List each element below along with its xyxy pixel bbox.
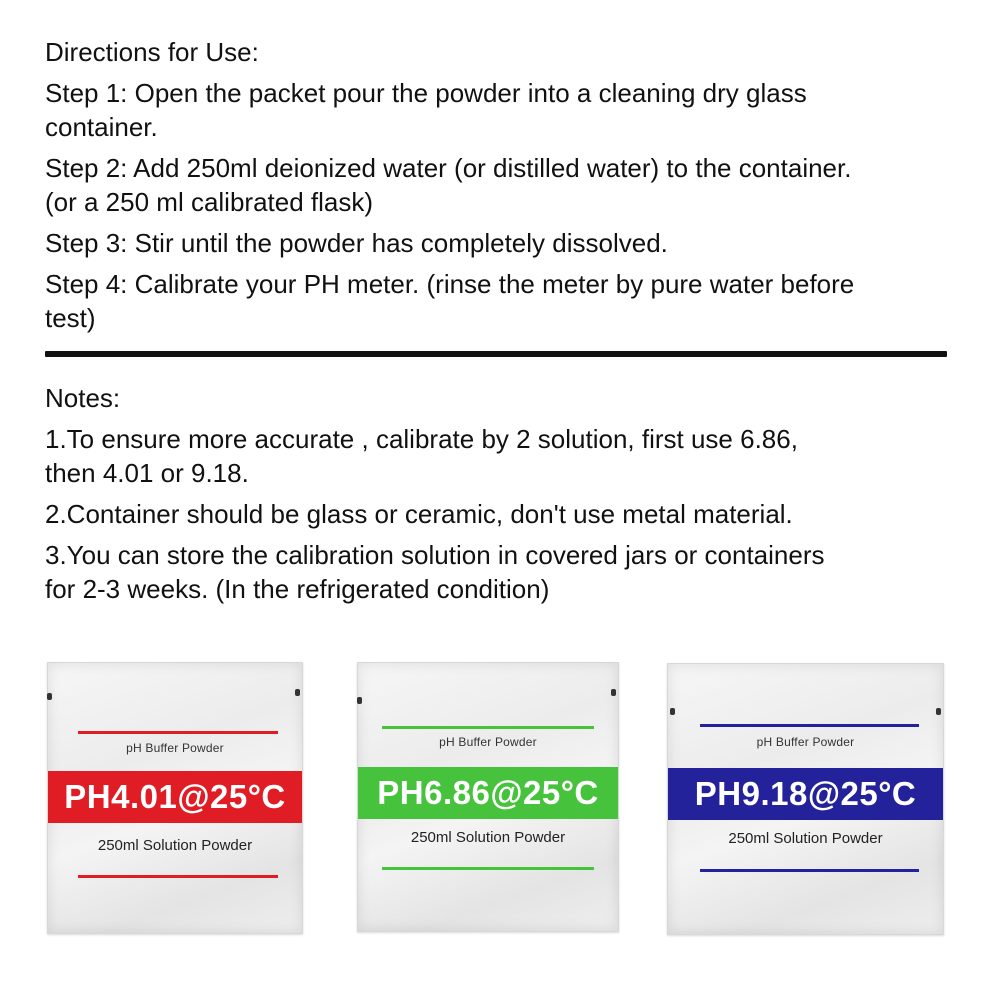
packet-top-stripe bbox=[382, 726, 594, 729]
packet-ph-band: PH6.86@25°C bbox=[358, 767, 618, 819]
packet-small-label: pH Buffer Powder bbox=[439, 735, 537, 749]
packet-top-stripe bbox=[700, 724, 919, 727]
packet-bottom-stripe bbox=[700, 869, 919, 872]
step-2-line-2: (or a 250 ml calibrated flask) bbox=[45, 187, 374, 217]
packet-description: 250ml Solution Powder bbox=[97, 837, 253, 854]
section-divider bbox=[45, 351, 947, 357]
step-4-line-1: Step 4: Calibrate your PH meter. (rinse the meter by pure water before bbox=[45, 269, 855, 299]
tear-notch-icon bbox=[611, 689, 616, 696]
directions-heading: Directions for Use: bbox=[45, 37, 259, 67]
step-4-line-2: test) bbox=[45, 303, 96, 333]
buffer-packet-ph6 bbox=[357, 662, 619, 932]
note-3-line-2: for 2-3 weeks. (In the refrigerated condition) bbox=[45, 574, 550, 604]
packet-small-label: pH Buffer Powder bbox=[756, 735, 855, 749]
tear-notch-icon bbox=[47, 693, 52, 700]
step-1-line-1: Step 1: Open the packet pour the powder into a cleaning dry glass bbox=[45, 78, 807, 108]
note-1-line-2: then 4.01 or 9.18. bbox=[45, 458, 249, 488]
directions-section bbox=[45, 35, 965, 335]
packet-top-stripe bbox=[78, 731, 278, 734]
tear-notch-icon bbox=[295, 689, 300, 696]
packet-ph-band: PH4.01@25°C bbox=[48, 771, 302, 823]
tear-notch-icon bbox=[670, 708, 675, 715]
note-2-line-1: 2.Container should be glass or ceramic, don't use metal material. bbox=[45, 499, 793, 529]
note-3-line-1: 3.You can store the calibration solution in covered jars or containers bbox=[45, 540, 825, 570]
step-2-line-1: Step 2: Add 250ml deionized water (or distilled water) to the container. bbox=[45, 153, 852, 183]
packet-description: 250ml Solution Powder bbox=[410, 829, 566, 846]
packet-bottom-stripe bbox=[382, 867, 594, 870]
step-3-line-1: Step 3: Stir until the powder has completely dissolved. bbox=[45, 228, 668, 258]
tear-notch-icon bbox=[357, 697, 362, 704]
step-1-line-2: container. bbox=[45, 112, 158, 142]
note-1-line-1: 1.To ensure more accurate , calibrate by 2 solution, first use 6.86, bbox=[45, 424, 798, 454]
packet-description: 250ml Solution Powder bbox=[728, 830, 883, 847]
buffer-packet-ph9 bbox=[667, 663, 944, 935]
packet-small-label: pH Buffer Powder bbox=[126, 741, 224, 755]
packet-ph-band: PH9.18@25°C bbox=[668, 768, 943, 820]
buffer-packet-ph4 bbox=[47, 662, 303, 934]
packet-bottom-stripe bbox=[78, 875, 278, 878]
notes-section bbox=[45, 381, 965, 606]
tear-notch-icon bbox=[936, 708, 941, 715]
notes-heading: Notes: bbox=[45, 383, 121, 413]
